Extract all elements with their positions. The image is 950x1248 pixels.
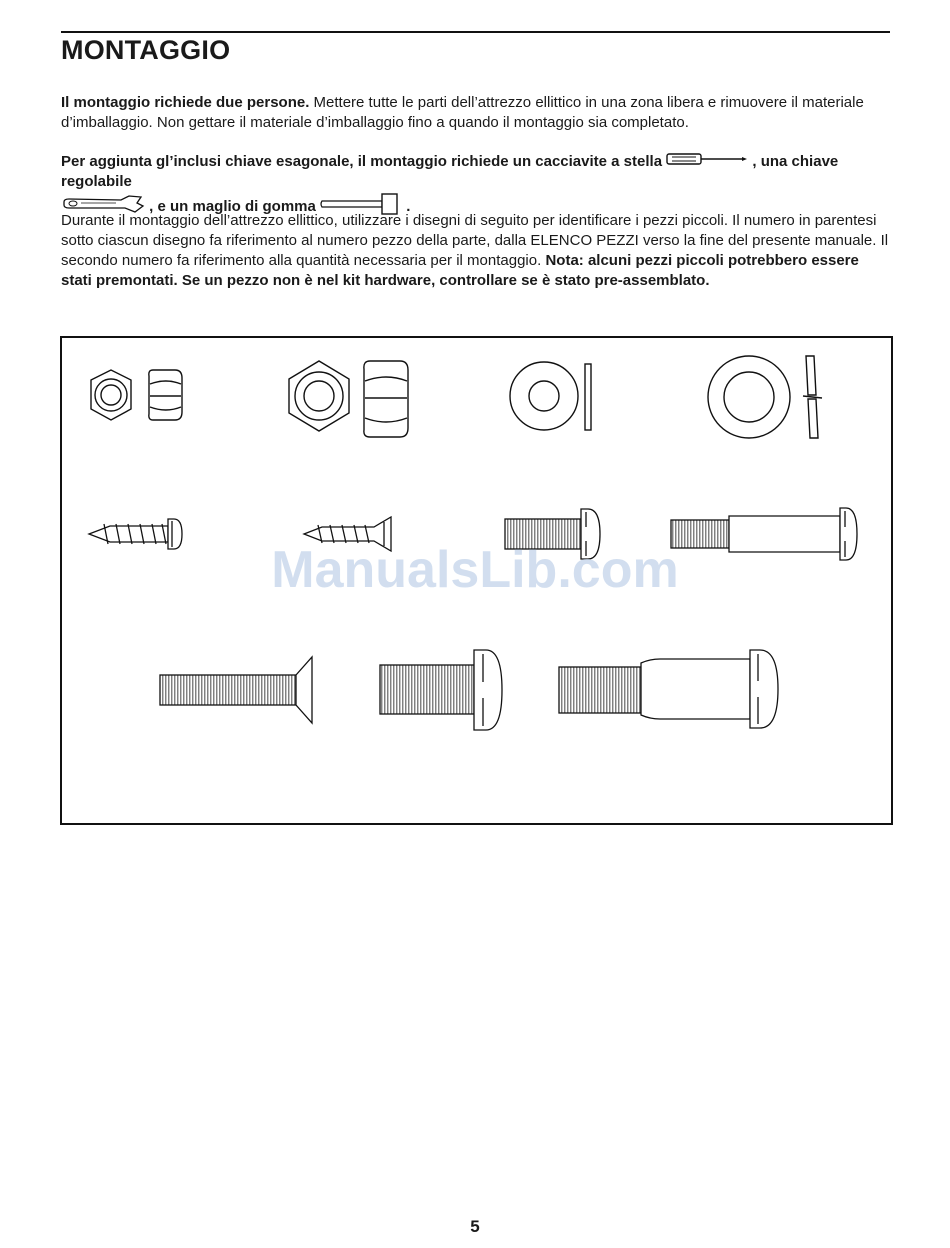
guide-note: Nota: alcuni pezzi piccoli potrebbero essere stati premontati. Se un pezzo non è nel kit hardware, controllare se è stato pre-assemblato.	[61, 252, 859, 289]
guide-text: Durante il montaggio dell’attrezzo ellittico, utilizzare i disegni di seguito per identificare i pezzi piccoli. Il numero in parentesi sotto ciascun disegno fa riferimento al numero pezzo della parte, dalla ELENCO PEZZI verso la fine del presente manuale. Il secondo numero fa riferimento alla quantità necessaria per il montaggio.	[61, 212, 889, 269]
small-locknut-drawing	[91, 370, 182, 420]
page-number: 5	[470, 1217, 480, 1236]
large-shoulder-bolt-drawing	[559, 650, 778, 728]
page-title: MONTAGGIO	[61, 35, 231, 65]
large-locknut-drawing	[289, 361, 408, 437]
split-washer-drawing	[708, 356, 822, 438]
flat-washer-drawing	[510, 362, 591, 430]
tools-text-1: Per aggiunta gl’inclusi chiave esagonale, il montaggio richiede un cacciavite a stella	[61, 153, 663, 170]
tools-text-3: , e un maglio di gomma	[145, 198, 316, 215]
button-head-bolt-drawing	[380, 650, 502, 730]
flat-head-bolt-drawing	[160, 657, 312, 723]
tools-text-2: , una chiave regolabile	[61, 153, 839, 191]
intro-text: Mettere tutte le parti dell’attrezzo ellittico in una zona libera e rimuovere il materiale d’imballaggio. Non gettare il materiale d’imballaggio fino a quando il montaggio sia completato.	[61, 94, 864, 131]
tools-text-4: .	[402, 198, 411, 215]
watermark: ManualsLib.com	[271, 541, 679, 599]
intro-bold-lead: Il montaggio richiede due persone.	[61, 94, 310, 111]
